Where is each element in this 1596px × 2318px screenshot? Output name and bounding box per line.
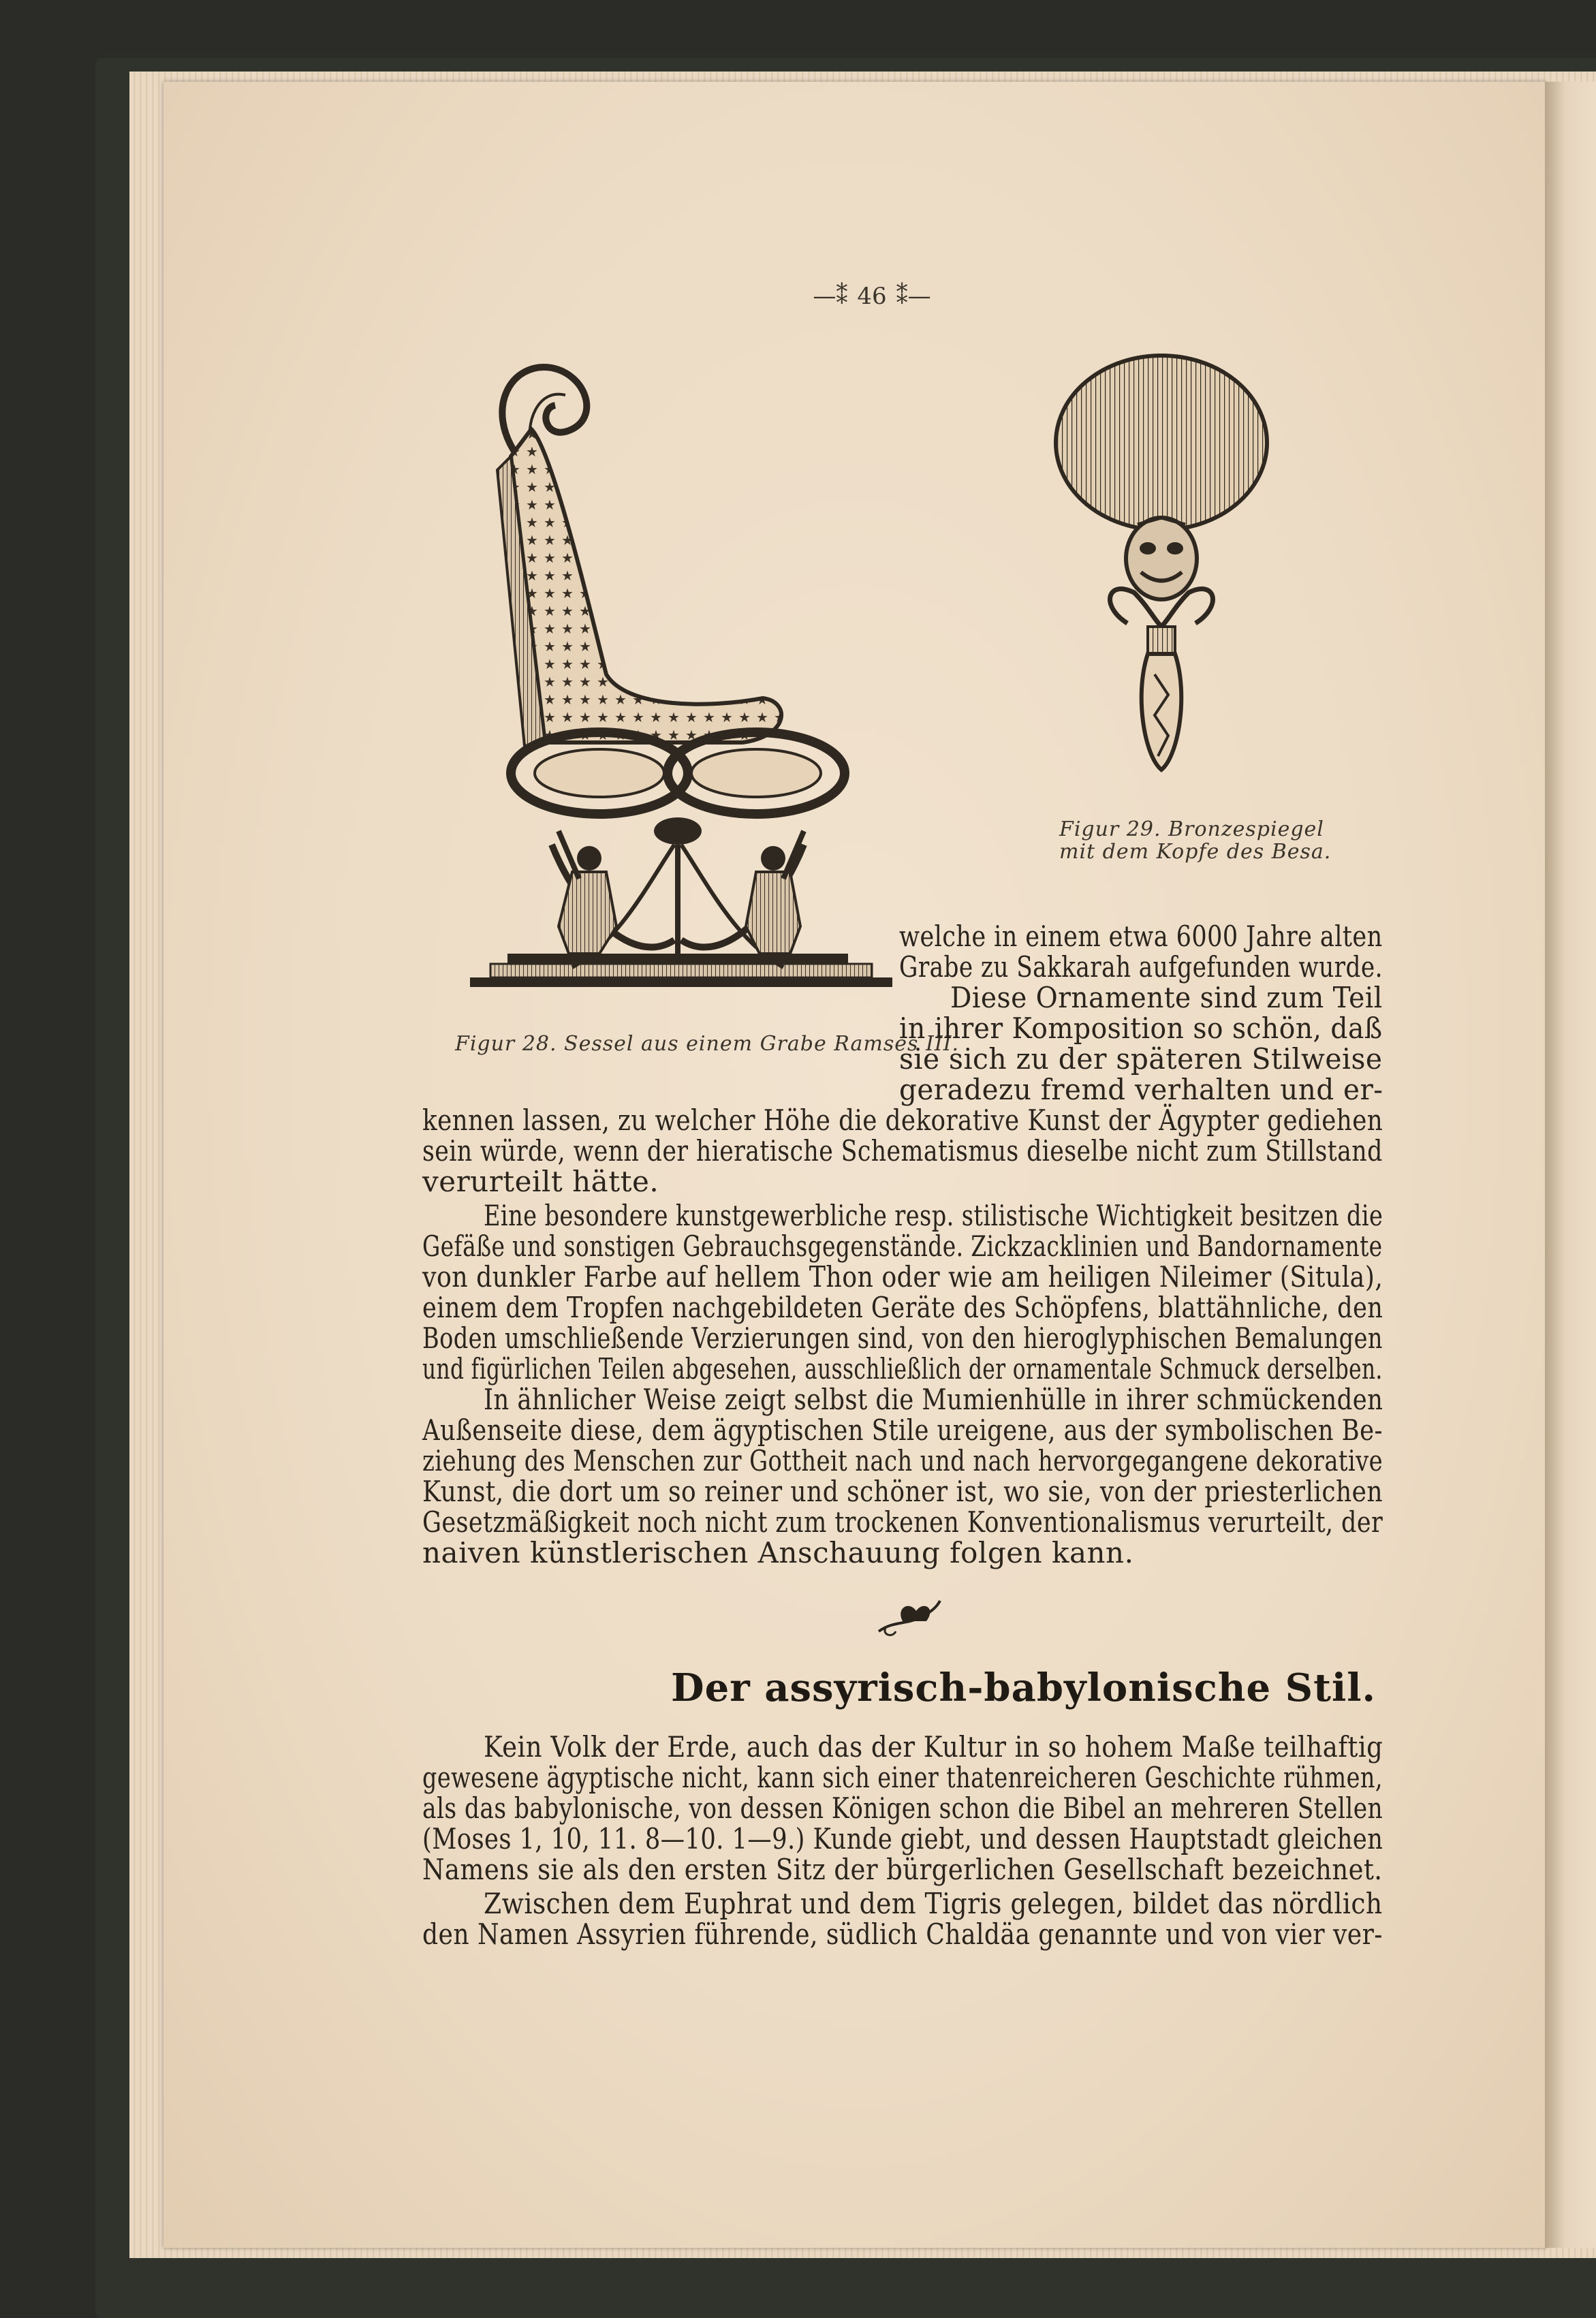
- body-text-line: Kunst, die dort um so reiner und schöner ist, wo sie, von der priesterlichen: [422, 1475, 1383, 1508]
- body-text-line: verurteilt hätte.: [422, 1165, 659, 1198]
- figure-28-caption: Figur 28. Sessel aus einem Grabe Ramses III.: [455, 1032, 960, 1056]
- body-text-line: Zwischen dem Euphrat und dem Tigris gelegen, bildet das nördlich: [484, 1887, 1383, 1920]
- body-text-line: Gefäße und sonstigen Gebrauchsgegenstände. Zickzacklinien und Bandornamente: [422, 1230, 1383, 1263]
- floral-vignette-icon: [872, 1594, 947, 1642]
- ornament-left: —⁑: [813, 283, 848, 310]
- kneeling-figure-left: [559, 831, 616, 954]
- body-text-line: den Namen Assyrien führende, südlich Chaldäa genannte und von vier ver-: [422, 1917, 1383, 1951]
- body-text-line: ziehung des Menschen zur Gottheit nach und nach hervorgegangene dekorative: [422, 1444, 1383, 1477]
- body-text-line: Eine besondere kunstgewerbliche resp. stilistische Wichtigkeit besitzen die: [484, 1199, 1383, 1232]
- kneeling-figure-right: [746, 831, 804, 954]
- body-text-line: sie sich zu der späteren Stilweise: [899, 1042, 1383, 1076]
- ornament-right: ⁑—: [896, 283, 931, 310]
- figure-28-chair-illustration: [470, 354, 892, 1008]
- body-text-line: Diese Ornamente sind zum Teil: [950, 981, 1383, 1014]
- page-number: 46: [857, 283, 887, 310]
- body-text-line: in ihrer Komposition so schön, daß: [899, 1012, 1383, 1045]
- body-text-line: In ähnlicher Weise zeigt selbst die Mumienhülle in ihrer schmückenden: [484, 1383, 1383, 1416]
- figure-29-caption-line-1: Figur 29. Bronzespiegel: [1059, 817, 1324, 841]
- body-text-line: Kein Volk der Erde, auch das der Kultur in so hohem Maße teilhaftig: [484, 1730, 1383, 1764]
- facing-page-edge: [1545, 82, 1596, 2248]
- body-text-line: als das babylonische, von dessen Königen schon die Bibel an mehreren Stellen: [422, 1791, 1383, 1825]
- body-text-line: Grabe zu Sakkarah aufgefunden wurde.: [899, 950, 1383, 984]
- section-heading: Der assyrisch-babylonische Stil.: [671, 1665, 1376, 1710]
- body-text-line: geradezu fremd verhalten und er-: [899, 1073, 1383, 1106]
- besa-head: [1126, 518, 1197, 599]
- figure-29-caption-line-2: mit dem Kopfe des Besa.: [1059, 840, 1332, 864]
- body-text-line: gewesene ägyptische nicht, kann sich einer thatenreicheren Geschichte rühmen,: [422, 1761, 1383, 1794]
- page-number-header: [790, 283, 954, 310]
- body-text-line: sein würde, wenn der hieratische Schematismus dieselbe nicht zum Stillstand: [422, 1134, 1383, 1168]
- body-text-line: Gesetzmäßigkeit noch nicht zum trockenen Konventionalismus verurteilt, der: [422, 1505, 1383, 1539]
- body-text-line: von dunkler Farbe auf hellem Thon oder wie am heiligen Nileimer (Situla),: [422, 1260, 1383, 1294]
- body-text-line: welche in einem etwa 6000 Jahre alten: [899, 920, 1383, 953]
- body-text-line: Namens sie als den ersten Sitz der bürgerlichen Gesellschaft bezeichnet.: [422, 1853, 1383, 1886]
- body-text-line: Außenseite diese, dem ägyptischen Stile ureigene, aus der symbolischen Be-: [422, 1413, 1383, 1447]
- body-text-line: kennen lassen, zu welcher Höhe die dekorative Kunst der Ägypter gediehen: [422, 1103, 1383, 1137]
- body-text-line: naiven künstlerischen Anschauung folgen kann.: [422, 1536, 1134, 1569]
- body-text-line: (Moses 1, 10, 11. 8—10. 1—9.) Kunde giebt, und dessen Hauptstadt gleichen: [422, 1822, 1383, 1855]
- body-text-line: und figürlichen Teilen abgesehen, ausschließlich der ornamentale Schmuck derselben.: [422, 1352, 1383, 1385]
- body-text-line: einem dem Tropfen nachgebildeten Geräte des Schöpfens, blattähnliche, den: [422, 1291, 1383, 1324]
- body-text-line: Boden umschließende Verzierungen sind, von den hieroglyphischen Bemalungen: [422, 1321, 1383, 1355]
- figure-29-bronze-mirror-illustration: [1052, 354, 1270, 790]
